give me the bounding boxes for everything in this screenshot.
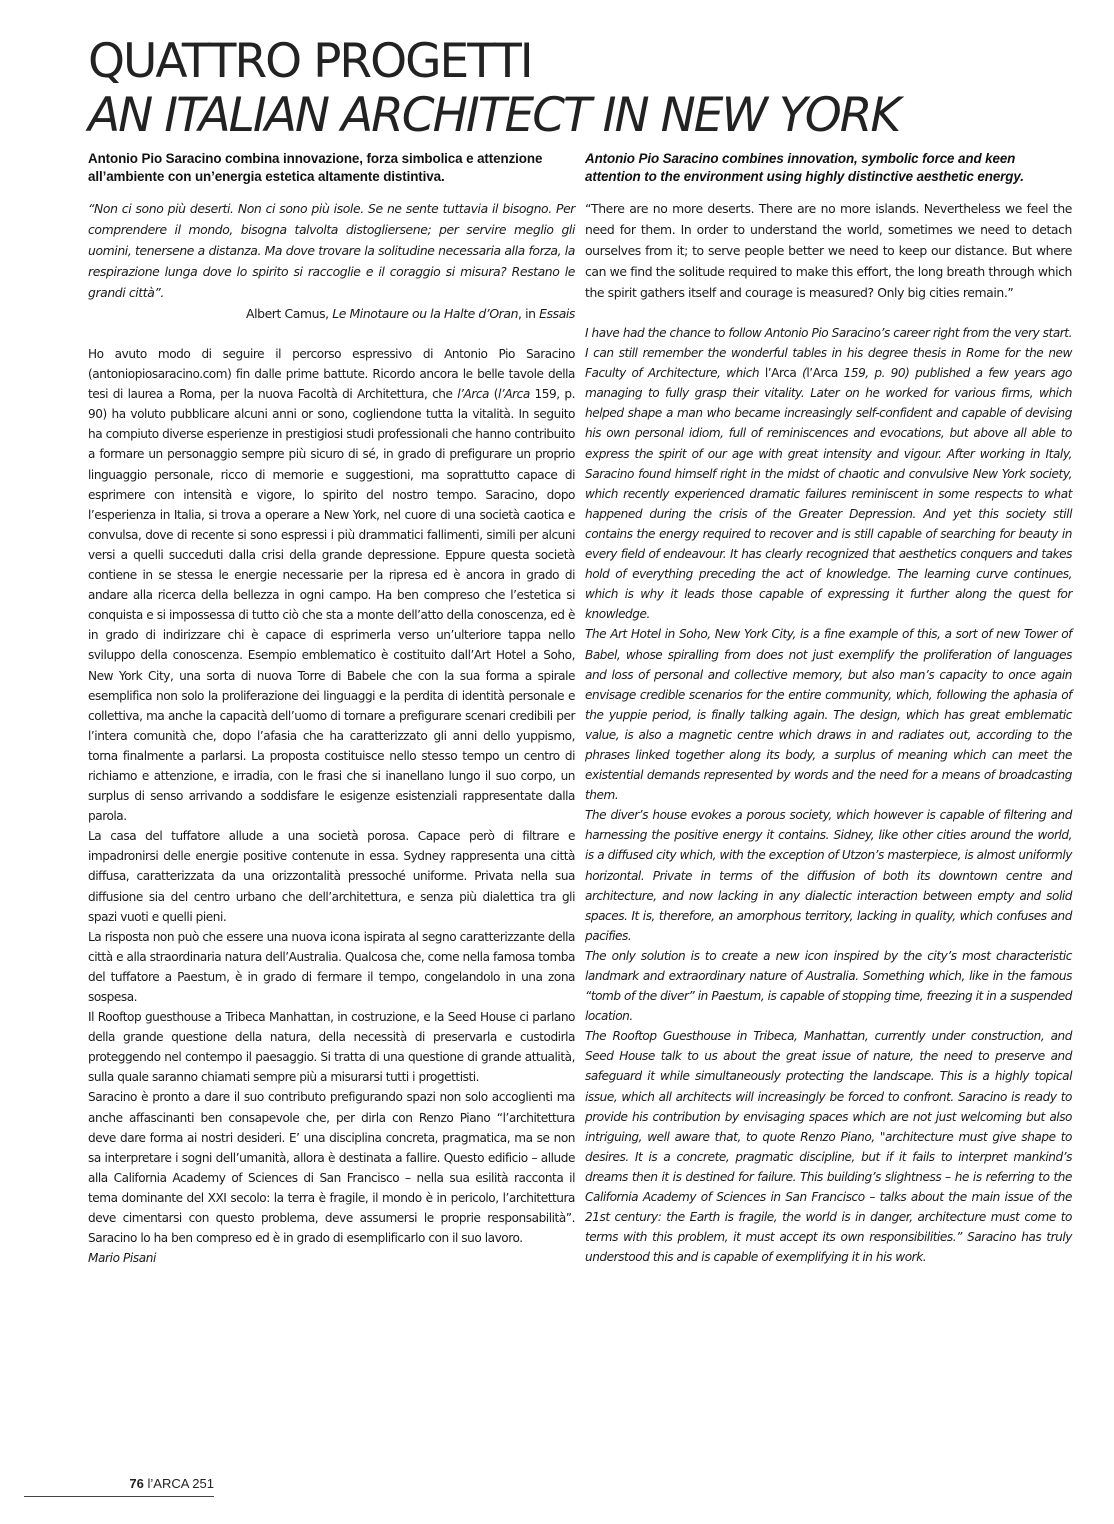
author-signature: Mario Pisani	[88, 1251, 157, 1266]
english-paragraph-1	[585, 323, 1072, 624]
english-paragraph-5: The Rooftop Guesthouse in Tribeca, Manhattan, currently under construction, and Seed House talk to us about the great issue of nature, the need to preserve and safeguard it while simultaneously protecting the landscape. This is a highly topical issue, which all architects will increasingly be forced to confront. Saracino is ready to provide his contribution by envisaging spaces which are not just welcoming but also intriguing, well aware that, to quote Renzo Piano, "architecture must give shape to desires. It is a concrete, pragmatic discipline, but if it fails to interpret mankind’s dreams then it is destined for failure. This building’s slightness – he is referring to the California Academy of Sciences in San Francisco – talks about the main issue of the 21st century: the Earth is fragile, the world is in danger, architecture must come to terms with this problem, it must accept its own responsibilities.” Saracino has truly understood this and is capable of exemplifying it in his work.	[585, 1029, 1072, 1265]
attribution-work: Le Minotaure ou la Halte d’Oran	[332, 306, 519, 321]
attribution-suffix: , in	[518, 306, 536, 321]
italian-p1-rest: 159, p. 90) ha voluto pubblicare alcuni anni or sono, cogliendone tutta la vitalità. In seguito ha compiuto diverse esperienze in prestigiosi studi professionali che hanno contribuito a formare un personaggio sempre più sicuro di sé, in grado di prefigurare un proprio linguaggio personale, ricco di memorie e suggestioni, ma soprattutto capace di esprimere con intensità e vigore, lo spirito del nostro tempo. Saracino, dopo l’esperienza in Italia, si trova a operare a New York, nel cuore di una società caotica e convulsa, dove di recente si sono espressi i più drammatici fallimenti, simili per alcuni versi a quelli succeduti dalla crisi della grande depressione. Eppure questa società contiene in se stessa le energie necessarie per la ripresa ed è ancora in grado di andare alla ricerca della bellezza in ogni campo. Ha ben compreso che l’estetica si conquista e si impossessa di tutto ciò che sta a monte dell’atto della conoscenza, ed è in grado di indirizzare chi è capace di esprimerla verso un’ulteriore tappa nello sviluppo della conoscenza. Esempio emblematico è costituito dall’Art Hotel a Soho, New York City, una sorta di nuova Torre di Babele che con la sua forma a spirale esemplifica non solo la proliferazione dei linguaggi e la perdita di identità personale e collettiva, ma anche la capacità dell’uomo di tornare a prefigurare scenari credibili per l’intera comunità che, dopo l’afasia che ha caratterizzato gli anni dello yuppismo, torna finalmente a parlarsi. La proposta costituisce nello stesso tempo un centro di richiamo e attenzione, e irradia, con le frasi che si inanellano lungo il suo corpo, un surplus di senso arrivando a soddisfare le esigenze esistenziali rappresentate dalla parola.	[88, 387, 576, 824]
page-number: 76	[129, 1476, 144, 1491]
english-paragraph-4: The only solution is to create a new icon inspired by the city’s most characteristic landmark and extraordinary nature of Australia. Something which, like in the famous “tomb of the diver” in Paestum, is capable of stopping time, freezing it in a suspended location.	[585, 948, 1072, 1024]
italian-paragraph-3: La risposta non può che essere una nuova icona ispirata al segno caratterizzante della città e alla straordinaria natura dell’Australia. Qualcosa che, come nella famosa tomba del tuffatore a Paestum, è in grado di fermare il tempo, congelandolo in una zona sospesa.	[88, 929, 575, 1004]
english-paragraph-3: The diver’s house evokes a porous society, which however is capable of filtering and harnessing the positive energy it contains. Sidney, like other cities around the world, is a diffused city which, with the exception of Utzon’s masterpiece, is almost uniformly horizontal. Private in terms of the diffusion of both its downtown centre and architecture, and now lacking in any dialectic interaction between empty and solid spaces. It is, therefore, an amorphous territory, lacking in quality, which confuses and pacifies.	[585, 808, 1072, 943]
page-footer	[24, 1474, 214, 1497]
italian-p1-text: Ho avuto modo di seguire il percorso espressivo di Antonio Pio Saracino (antoniopiosaracino.com) fin dalle prime battute. Ricordo ancora le belle tavole della tesi di laurea a Roma, per la nuova Facoltà di Architettura, che	[88, 347, 575, 402]
english-paragraph-2: The Art Hotel in Soho, New York City, is a fine example of this, a sort of new Tower of Babel, whose spiralling from does not just exemplify the proliferation of languages and loss of personal and collective memory, but also man’s capacity to once again envisage credible scenarios for the entire community, which, following the aphasia of the yuppie period, is finally talking again. The design, which has great emblematic value, is also a magnetic centre which draws in and radiates out, according to the phrases linked together along its body, a surplus of meaning which can meet the existential demands represented by words and the need for a means of broadcasting them.	[585, 627, 1072, 803]
english-lead: Antonio Pio Saracino combines innovation, symbolic force and keen attention to the environment using highly distinctive aesthetic energy.	[585, 151, 1024, 184]
quote-attribution	[88, 303, 575, 324]
italian-p1-magazine-ref: l’Arca	[498, 387, 530, 402]
attribution-author: Albert Camus,	[246, 306, 329, 321]
english-p1-text: I have had the chance to follow Antonio Pio Saracino’s career right from the very start. I can still remember the wonderful tables in his degree thesis in Rome for the new Faculty of Architecture, which	[585, 326, 1072, 381]
italian-p1-magazine: l’Arca	[457, 387, 490, 402]
italian-quote: “Non ci sono più deserti. Non ci sono più isole. Se ne sente tuttavia il bisogno. Per comprendere il mondo, bisogna talvolta distogliersene; per servire meglio gli uomini, tenersene a distanza. Ma dove trovare la solitudine necessaria alla forza, la respirazione lunga dove lo spirito si raccoglie e il coraggio si misura? Restano le grandi città”.	[88, 201, 575, 300]
english-p1-rest: 159, p. 90) published a few years ago managing to fully grasp their vitality. Later on he worked for various firms, which helped shape a man who became increasingly self-confident and capable of devising his own personal idiom, full of reminiscences and evocations, but above all able to express the spirit of our age with great intensity and vigour. After working in Italy, Saracino found himself right in the midst of chaotic and convulsive New York society, which recently experienced dramatic failures reminiscent in some respects to what happened during the crisis of the Greater Depression. And yet this society still contains the energy required to recover and is still capable of searching for beauty in every field of endeavour. It has clearly recognized that aesthetics conquers and takes hold of everything preceding the act of knowledge. The learning curve continues, which is why it leads those capable of expressing it further along the quest for knowledge.	[585, 366, 1072, 622]
page-title: QUATTRO PROGETTI	[88, 34, 532, 89]
italian-paragraph-4: Il Rooftop guesthouse a Tribeca Manhattan, in costruzione, e la Seed House ci parlano della grande questione della natura, della necessità di preservarla e custodirla proteggendo nel contempo il paesaggio. Si tratta di una questione di grande attualità, sulla quale saranno chiamati sempre più a misurarsi tutti i progettisti.	[88, 1010, 575, 1085]
english-column	[585, 150, 1072, 1267]
italian-lead: Antonio Pio Saracino combina innovazione, forza simbolica e attenzione all’ambiente con un’energia estetica altamente distintiva.	[88, 151, 543, 184]
italian-paragraph-5: Saracino è pronto a dare il suo contributo prefigurando spazi non solo accoglienti ma anche affascinanti ben consapevole che, per dirla con Renzo Piano “l’architettura deve dare forma ai nostri desideri. E’ una disciplina concreta, pragmatica, ma se non sa interpretare i sogni dell’umanità, allora è destinata a fallire. Questo edificio – allude alla California Academy of Sciences di San Francisco – nella sua esilità racconta il tema dominante del XXI secolo: la terra è fragile, il mondo è in pericolo, l’architettura deve cimentarsi con questo problema, deve assumersi le proprie responsabilità”. Saracino lo ha ben compreso ed è in grado di esemplificarlo con il suo lavoro.	[88, 1090, 575, 1246]
attribution-book: Essais	[539, 306, 575, 321]
page-subtitle: AN ITALIAN ARCHITECT IN NEW YORK	[88, 88, 900, 143]
italian-column	[88, 150, 575, 1268]
italian-paragraph-1	[88, 344, 575, 826]
magazine-issue: l’ARCA 251	[147, 1476, 214, 1491]
italian-p1-paren: (	[493, 387, 499, 402]
english-p1-paren: (	[802, 366, 807, 381]
english-p1-magazine: l’Arca	[764, 366, 797, 381]
italian-paragraph-2: La casa del tuffatore allude a una società porosa. Capace però di filtrare e impadronirsi delle energie positive contenute in essa. Sydney rappresenta una città diffusa, caratterizzata da una orizzontalità pressoché uniforme. Privata nella sua diffusione sia del centro urbano che dell’architettura, e senza più dialettica tra gli spazi vuoti e quelli pieni.	[88, 829, 575, 924]
english-quote: “There are no more deserts. There are no more islands. Nevertheless we feel the need for them. In order to understand the world, sometimes we need to detach ourselves from it; to serve people better we need to keep our distance. But where can we find the solitude required to make this effort, the long breath through which the spirit gathers itself and courage is measured? Only big cities remain.”	[585, 201, 1072, 300]
english-p1-magazine-ref: l’Arca	[806, 366, 838, 381]
